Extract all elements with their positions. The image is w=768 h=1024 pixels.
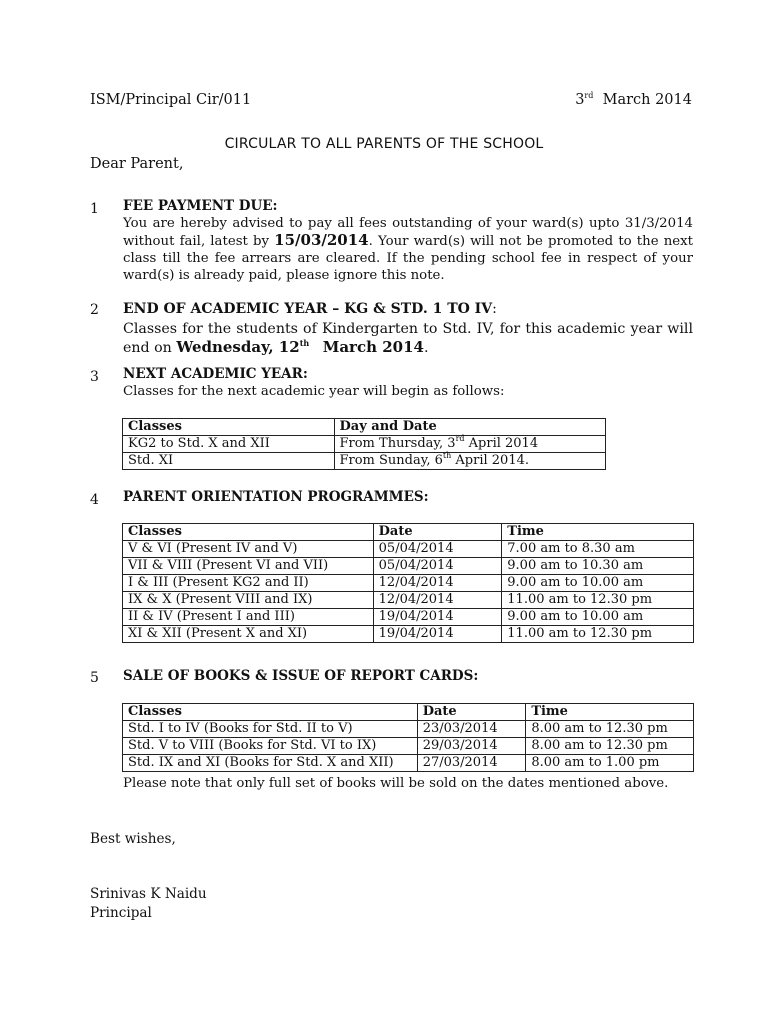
column-header: Date: [417, 704, 526, 721]
time-cell: 7.00 am to 8.30 am: [502, 541, 694, 558]
table-row: [123, 453, 606, 470]
section-1-heading: FEE PAYMENT DUE:: [123, 198, 278, 214]
fee-deadline: 15/03/2014: [274, 231, 369, 249]
table-row: [123, 541, 694, 558]
table-row: [123, 626, 694, 643]
date-rest: March 2014: [602, 92, 692, 108]
classes-cell: I & III (Present KG2 and II): [123, 575, 374, 592]
books-table: [122, 703, 694, 772]
section-1-text: [123, 215, 693, 284]
salutation: Dear Parent,: [90, 156, 184, 172]
classes-cell: Std. V to VIII (Books for Std. VI to IX): [123, 738, 418, 755]
column-header: Time: [502, 524, 694, 541]
column-header: Classes: [123, 419, 335, 436]
column-header: Day and Date: [334, 419, 606, 436]
end-day: Wednesday, 12: [176, 338, 300, 356]
section-2-heading: [123, 301, 497, 318]
time-cell: 9.00 am to 10.00 am: [502, 575, 694, 592]
table-row: [123, 721, 694, 738]
classes-cell: KG2 to Std. X and XII: [123, 436, 335, 453]
date-cell: 23/03/2014: [417, 721, 526, 738]
section-5-heading: SALE OF BOOKS & ISSUE OF REPORT CARDS:: [123, 668, 479, 684]
date-cell: 12/04/2014: [373, 575, 502, 592]
classes-cell: Std. XI: [123, 453, 335, 470]
signatory-designation: Principal: [90, 905, 152, 921]
date-cell: 27/03/2014: [417, 755, 526, 772]
column-header: Time: [526, 704, 694, 721]
table-row: [123, 575, 694, 592]
end-rest: March 2014: [322, 338, 424, 356]
end-text-a: Classes for the students of Kindergarten to Std. IV, for this academic year will end on: [123, 321, 693, 356]
signatory-name: Srinivas K Naidu: [90, 886, 207, 902]
classes-cell: VII & VIII (Present VI and VII): [123, 558, 374, 575]
classes-cell: V & VI (Present IV and V): [123, 541, 374, 558]
orientation-table: [122, 523, 694, 643]
column-header: Classes: [123, 704, 418, 721]
section-2-text: [123, 320, 693, 357]
date-cell: [334, 436, 606, 453]
column-header: Classes: [123, 524, 374, 541]
table-row: [123, 755, 694, 772]
classes-cell: II & IV (Present I and III): [123, 609, 374, 626]
section-4-heading: PARENT ORIENTATION PROGRAMMES:: [123, 489, 429, 505]
date-cell: 19/04/2014: [373, 626, 502, 643]
date-suffix: rd: [584, 91, 594, 100]
section-3-number: 3: [90, 369, 99, 385]
table-header-row: [123, 704, 694, 721]
table-row: [123, 609, 694, 626]
table-row: [123, 738, 694, 755]
closing: Best wishes,: [90, 831, 176, 847]
date-cell-text: From Sunday, 6: [339, 453, 443, 468]
circular-reference: ISM/Principal Cir/011: [90, 92, 252, 108]
section-1-number: 1: [90, 201, 99, 217]
table-row: [123, 592, 694, 609]
date-cell: 29/03/2014: [417, 738, 526, 755]
section-2-heading-text: END OF ACADEMIC YEAR – KG & STD. 1 TO IV: [123, 301, 493, 317]
fee-text-a: You are hereby advised to pay all fees outstanding of your ward(s) upto 31/3/2014 without fail, latest by: [123, 216, 693, 249]
column-header: Date: [373, 524, 502, 541]
date-cell: [334, 453, 606, 470]
table-header-row: [123, 524, 694, 541]
section-5-number: 5: [90, 670, 99, 686]
section-2-heading-colon: :: [492, 301, 497, 317]
classes-cell: XI & XII (Present X and XI): [123, 626, 374, 643]
books-note: Please note that only full set of books will be sold on the dates mentioned above.: [123, 776, 669, 791]
time-cell: 11.00 am to 12.30 pm: [502, 592, 694, 609]
section-2-number: 2: [90, 302, 99, 318]
table-row: [123, 436, 606, 453]
date-cell-rest: April 2014.: [451, 453, 530, 468]
classes-cell: Std. IX and XI (Books for Std. X and XII): [123, 755, 418, 772]
date-day: 3: [575, 92, 585, 108]
circular-title: CIRCULAR TO ALL PARENTS OF THE SCHOOL: [224, 136, 544, 152]
time-cell: 8.00 am to 12.30 pm: [526, 721, 694, 738]
time-cell: 8.00 am to 1.00 pm: [526, 755, 694, 772]
time-cell: 11.00 am to 12.30 pm: [502, 626, 694, 643]
section-3-heading: NEXT ACADEMIC YEAR:: [123, 366, 308, 382]
time-cell: 9.00 am to 10.30 am: [502, 558, 694, 575]
date-cell: 12/04/2014: [373, 592, 502, 609]
end-text-b: .: [423, 340, 429, 356]
classes-cell: Std. I to IV (Books for Std. II to V): [123, 721, 418, 738]
classes-cell: IX & X (Present VIII and IX): [123, 592, 374, 609]
fee-text-b: . Your ward(s) will not be promoted to the next class till the fee arrears are cleared. If the pending school fee in respect of your ward(s) is already paid, please ignore this note.: [123, 234, 693, 283]
time-cell: 9.00 am to 10.00 am: [502, 609, 694, 626]
date-cell-text: From Thursday, 3: [339, 436, 456, 451]
section-3-intro: Classes for the next academic year will begin as follows:: [123, 384, 505, 399]
date-cell-rest: April 2014: [464, 436, 539, 451]
end-suffix: th: [299, 338, 310, 348]
date-cell: 19/04/2014: [373, 609, 502, 626]
table-row: [123, 558, 694, 575]
circular-date: [575, 92, 692, 109]
date-cell: 05/04/2014: [373, 558, 502, 575]
date-cell: 05/04/2014: [373, 541, 502, 558]
time-cell: 8.00 am to 12.30 pm: [526, 738, 694, 755]
next-year-table: [122, 418, 606, 470]
date-cell-suffix: rd: [455, 434, 465, 443]
section-4-number: 4: [90, 492, 99, 508]
date-cell-suffix: th: [442, 451, 452, 460]
table-header-row: [123, 419, 606, 436]
